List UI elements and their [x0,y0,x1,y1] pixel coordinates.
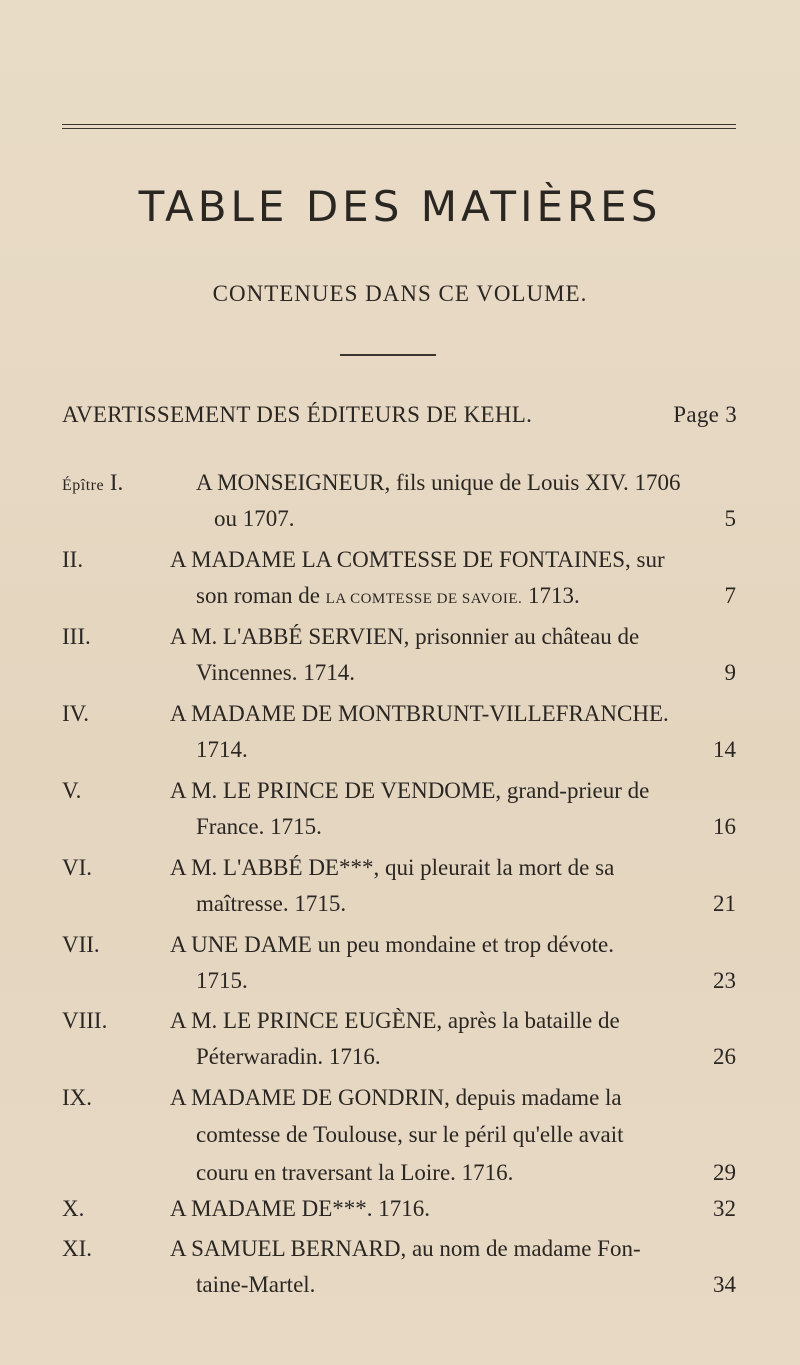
entry-number: XI. [62,1236,93,1261]
page-subtitle: CONTENUES DANS CE VOLUME. [212,281,588,306]
entry-number: X. [62,1196,85,1221]
entry-page: 16 [713,814,736,839]
entry-page: 34 [713,1272,736,1297]
avertissement-label: AVERTISSEMENT DES ÉDITEURS DE KEHL. [62,402,533,427]
entry-page: 14 [713,737,736,762]
entry-title-line: A M. L'ABBÉ DE***, qui pleurait la mort de sa [170,855,615,880]
entry-number: VI. [62,855,93,880]
entry-number: VII. [62,932,100,957]
title-separator-rule [340,354,436,356]
entry-title-line: taine-Martel. [196,1272,316,1297]
entry-page: 7 [724,583,736,608]
entry-title-line: Vincennes. 1714. [196,660,355,685]
entry-page: 9 [724,660,736,685]
entry-title-text: 1713. [528,583,580,608]
entry-number: IX. [62,1085,93,1110]
entry-title-line: A SAMUEL BERNARD, au nom de madame Fon- [170,1236,641,1261]
avertissement-page: Page 3 [673,402,737,427]
entry-title-line: ou 1707. [214,506,295,531]
entry-page: 21 [713,891,736,916]
entry-title-line: A M. L'ABBÉ SERVIEN, prisonnier au château de [170,624,640,649]
entry-title-line: A MADAME DE GONDRIN, depuis madame la [170,1085,622,1110]
entry-title-line: France. 1715. [196,814,322,839]
entry-number [62,471,123,494]
entry-page: 32 [713,1196,736,1221]
entry-number: VIII. [62,1008,108,1033]
entry-number: II. [62,547,84,572]
entry-title-line [196,584,580,607]
entry-title-line: Péterwaradin. 1716. [196,1044,381,1069]
entry-number: V. [62,778,82,803]
entry-title-line: maîtresse. 1715. [196,891,347,916]
entry-page: 23 [713,968,736,993]
entry-title-line: A UNE DAME un peu mondaine et trop dévote. [170,932,614,957]
entry-title-line: A M. LE PRINCE DE VENDOME, grand-prieur de [170,778,650,803]
entry-title-line: A MADAME LA COMTESSE DE FONTAINES, sur [170,547,665,572]
entry-title-smallcaps: LA COMTESSE DE SAVOIE. [325,591,523,607]
entry-title-line: A MONSEIGNEUR, fils unique de Louis XIV. 1706 [196,470,681,495]
entry-title-line: A MADAME DE MONTBRUNT-VILLEFRANCHE. [170,701,669,726]
entry-number: III. [62,624,91,649]
entry-title-text: son roman de [196,583,320,608]
entry-title-line: couru en traversant la Loire. 1716. [196,1160,514,1185]
entry-page: 29 [713,1160,736,1185]
entry-number-value: I. [109,470,124,495]
entry-page: 26 [713,1044,736,1069]
entry-number-prefix: Épître [62,477,105,494]
entry-number: IV. [62,701,90,726]
top-double-rule [62,124,736,129]
entry-title-line: A M. LE PRINCE EUGÈNE, après la bataille de [170,1008,620,1033]
entry-title-line: comtesse de Toulouse, sur le péril qu'elle avait [196,1122,624,1147]
entry-title-line: A MADAME DE***. 1716. [170,1196,431,1221]
page-title: TABLE DES MATIÈRES [138,182,662,231]
entry-title-line: 1715. [196,968,248,993]
entry-title-line: 1714. [196,737,248,762]
entry-page: 5 [724,506,736,531]
